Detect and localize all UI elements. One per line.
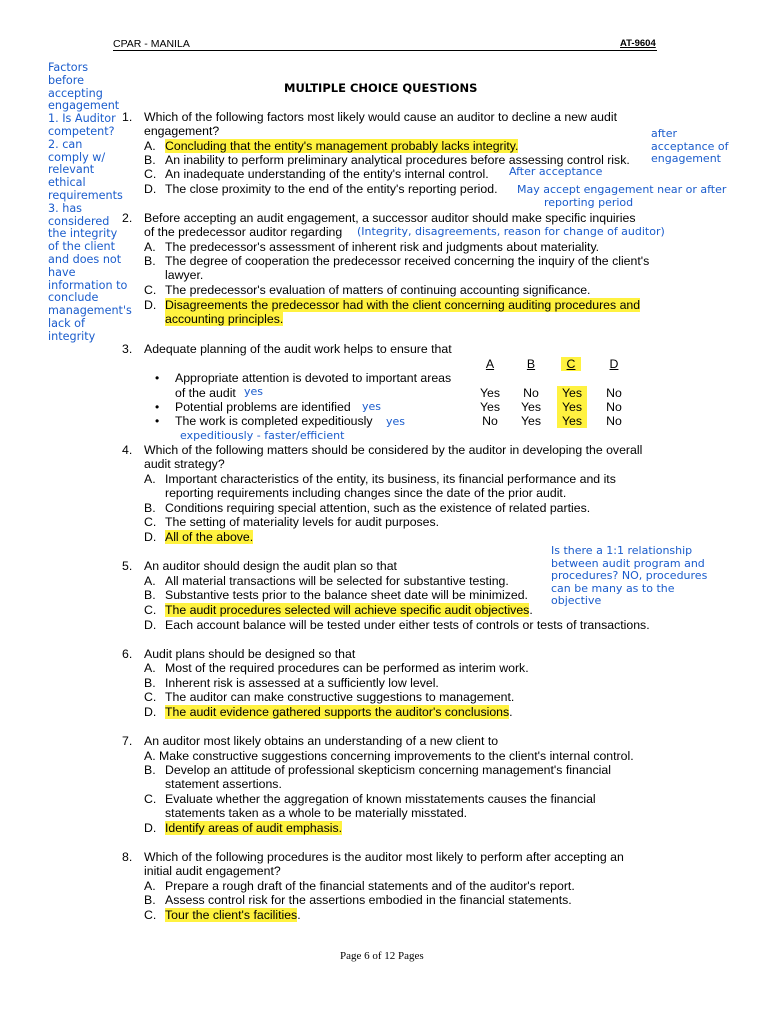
q1-stem-line1: Which of the following factors most likely would cause an auditor to decline a new audit bbox=[144, 110, 617, 124]
q3-col-b: B bbox=[526, 357, 536, 371]
page-footer: Page 6 of 12 Pages bbox=[340, 950, 424, 962]
q2-option-a-label: A. bbox=[144, 240, 156, 254]
note-line: engagement bbox=[651, 152, 721, 166]
q2-option-d-cont bbox=[165, 312, 283, 327]
left-note-line: 2. can bbox=[48, 137, 83, 151]
q4-number: 4. bbox=[122, 443, 133, 457]
page-title: MULTIPLE CHOICE QUESTIONS bbox=[284, 81, 478, 95]
q3-col-a: A bbox=[485, 357, 495, 371]
q7-option-a: Make constructive suggestions concerning improvements to the client's internal control. bbox=[159, 749, 634, 763]
q5-option-a-label: A. bbox=[144, 574, 156, 588]
highlighted-answer: Concluding that the entity's management probably lacks integrity. bbox=[165, 139, 519, 153]
q4-option-c-label: C. bbox=[144, 515, 157, 529]
q6-number: 6. bbox=[122, 647, 133, 661]
highlighted-answer: The audit evidence gathered supports the auditor's conclusions bbox=[165, 705, 510, 719]
q2-option-a: The predecessor's assessment of inherent risk and judgments about materiality. bbox=[165, 240, 600, 254]
q3-bullet1-cont: of the audit bbox=[175, 386, 236, 400]
q5-option-d: Each account balance will be tested under either tests of controls or tests of transactions. bbox=[165, 618, 650, 632]
q3-cell: Yes bbox=[520, 400, 542, 414]
highlighted-answer: The audit procedures selected will achieve specific audit objectives bbox=[165, 603, 530, 617]
q7-option-c: Evaluate whether the aggregation of known misstatements causes the financial bbox=[165, 792, 596, 806]
left-note-line: 1. Is Auditor bbox=[48, 112, 116, 126]
q3-bullet3-text: The work is completed expeditiously bbox=[175, 414, 373, 428]
bullet-icon: • bbox=[155, 414, 160, 428]
left-note-line: before bbox=[48, 73, 85, 87]
left-note-line: and does not bbox=[48, 252, 122, 266]
note-line: Is there a 1:1 relationship bbox=[551, 544, 693, 557]
q5-option-b: Substantive tests prior to the balance sheet date will be minimized. bbox=[165, 588, 528, 602]
left-note-line: information to bbox=[48, 278, 128, 292]
q2-stem-line1: Before accepting an audit engagement, a successor auditor should make specific inquiries bbox=[144, 211, 636, 225]
q4-option-a-cont: reporting requirements including changes since the date of the prior audit. bbox=[165, 486, 567, 500]
q7-option-b: Develop an attitude of professional skepticism concerning management's financial bbox=[165, 763, 611, 777]
q8-option-a-label: A. bbox=[144, 879, 156, 893]
q6-option-b: Inherent risk is assessed at a sufficiently low level. bbox=[165, 676, 439, 690]
q5-number: 5. bbox=[122, 559, 133, 573]
q5-stem: An auditor should design the audit plan so that bbox=[144, 559, 397, 573]
highlighted-answer: accounting principles. bbox=[165, 312, 284, 326]
q3-cell: No bbox=[606, 414, 622, 428]
q7-option-c-label: C. bbox=[144, 792, 157, 806]
q6-option-c: The auditor can make constructive suggestions to management. bbox=[165, 690, 515, 704]
q3-cell-highlighted: Yes bbox=[557, 386, 587, 400]
q2-stem-note: (Integrity, disagreements, reason for change of auditor) bbox=[357, 225, 665, 238]
q3-bullet2-text: Potential problems are identified bbox=[175, 400, 351, 414]
q1-c-note: After acceptance bbox=[509, 165, 603, 178]
q3-cell: No bbox=[523, 386, 539, 400]
q4-option-b-label: B. bbox=[144, 501, 156, 515]
q2-option-b-label: B. bbox=[144, 254, 156, 268]
q3-cell: Yes bbox=[479, 400, 501, 414]
q8-number: 8. bbox=[122, 850, 133, 864]
q4-option-a: Important characteristics of the entity, its business, its financial performance and its bbox=[165, 472, 616, 486]
q4-stem-line1: Which of the following matters should be considered by the auditor in developing the overall bbox=[144, 443, 643, 457]
bullet-icon: • bbox=[155, 400, 160, 414]
q1-option-b-label: B. bbox=[144, 153, 156, 167]
left-note-line: requirements bbox=[48, 188, 123, 202]
q7-option-c-cont: statements taken as a whole to be materially misstated. bbox=[165, 806, 468, 820]
q7-number: 7. bbox=[122, 734, 133, 748]
q5-option-c-label: C. bbox=[144, 603, 157, 617]
q6-option-d-label: D. bbox=[144, 705, 157, 719]
header-rule bbox=[113, 50, 657, 51]
highlighted-answer: Identify areas of audit emphasis. bbox=[165, 821, 343, 835]
q3-col-c: C bbox=[561, 357, 581, 371]
q2-option-c-label: C. bbox=[144, 283, 157, 297]
q4-stem-line2: audit strategy? bbox=[144, 457, 225, 471]
q8-stem-line2: initial audit engagement? bbox=[144, 864, 281, 878]
q4-option-d-label: D. bbox=[144, 530, 157, 544]
q8-option-b-label: B. bbox=[144, 893, 156, 907]
left-note-line: conclude bbox=[48, 291, 99, 305]
left-note-line: lack of bbox=[48, 316, 85, 330]
q1-d-note-line1: May accept engagement near or after bbox=[517, 183, 727, 196]
q7-option-b-cont: statement assertions. bbox=[165, 777, 282, 791]
header-left: CPAR - MANILA bbox=[113, 38, 190, 50]
highlighted-answer: All of the above. bbox=[165, 530, 254, 544]
q4-option-d bbox=[165, 530, 253, 545]
q8-option-a: Prepare a rough draft of the financial statements and of the auditor's report. bbox=[165, 879, 575, 893]
q3-bullet2-note: yes bbox=[362, 400, 382, 413]
left-note-line: relevant bbox=[48, 163, 95, 177]
q3-number: 3. bbox=[122, 342, 133, 356]
q5-option-b-label: B. bbox=[144, 588, 156, 602]
q6-option-a-label: A. bbox=[144, 661, 156, 675]
q3-bullet1-text: Appropriate attention is devoted to important areas bbox=[175, 371, 452, 385]
q4-option-c: The setting of materiality levels for audit purposes. bbox=[165, 515, 440, 529]
left-note-line: considered bbox=[48, 214, 110, 228]
q1-option-c: An inadequate understanding of the entity's internal control. bbox=[165, 167, 489, 181]
q7-option-a-label: A. bbox=[144, 749, 156, 763]
q8-stem-line1: Which of the following procedures is the auditor most likely to perform after accepting an bbox=[144, 850, 624, 864]
q4-option-b: Conditions requiring special attention, such as the existence of related parties. bbox=[165, 501, 591, 515]
left-note-line: Factors bbox=[48, 61, 89, 74]
note-line: procedures? NO, procedures bbox=[551, 569, 708, 583]
q7-stem: An auditor most likely obtains an understanding of a new client to bbox=[144, 734, 499, 748]
q1-stem-line2: engagement? bbox=[144, 124, 220, 138]
note-line: can be many as to the bbox=[551, 581, 675, 595]
q2-stem-line2: of the predecessor auditor regarding bbox=[144, 225, 343, 239]
left-note-line: the integrity bbox=[48, 227, 118, 241]
q5-option-c: The audit procedures selected will achieve specific audit objectives. bbox=[165, 603, 533, 617]
q6-stem: Audit plans should be designed so that bbox=[144, 647, 356, 661]
q1-number: 1. bbox=[122, 110, 133, 124]
q3-cell-highlighted: Yes bbox=[557, 400, 587, 414]
note-line: between audit program and bbox=[551, 556, 705, 570]
header-right: AT-9604 bbox=[620, 38, 656, 49]
q1-d-note-line2: reporting period bbox=[544, 196, 634, 209]
q6-option-a: Most of the required procedures can be performed as interim work. bbox=[165, 661, 529, 675]
left-note-line: of the client bbox=[48, 240, 115, 254]
highlighted-answer: Disagreements the predecessor had with the client concerning auditing procedures and bbox=[165, 298, 641, 312]
left-margin-note bbox=[48, 62, 132, 344]
highlighted-answer: Tour the client's facilities bbox=[165, 908, 298, 922]
left-note-line: accepting bbox=[48, 86, 103, 100]
left-note-line: comply w/ bbox=[48, 150, 106, 164]
q7-option-b-label: B. bbox=[144, 763, 156, 777]
q6-option-c-label: C. bbox=[144, 690, 157, 704]
q3-sub-note: expeditiously - faster/efficient bbox=[180, 429, 345, 442]
q3-cell-highlighted: Yes bbox=[557, 414, 587, 428]
q1-option-a-label: A. bbox=[144, 139, 156, 153]
q3-cell: No bbox=[482, 414, 498, 428]
note-line: after bbox=[651, 127, 678, 140]
q3-col-d: D bbox=[609, 357, 619, 371]
q3-stem: Adequate planning of the audit work helps to ensure that bbox=[144, 342, 452, 356]
q7-option-d bbox=[165, 821, 342, 836]
q3-bullet1-note: yes bbox=[244, 385, 264, 398]
q1-option-d: The close proximity to the end of the entity's reporting period. bbox=[165, 182, 498, 196]
left-note-line: competent? bbox=[48, 124, 115, 138]
bullet-icon: • bbox=[155, 371, 160, 385]
q1-option-d-label: D. bbox=[144, 182, 157, 196]
q2-option-d-label: D. bbox=[144, 298, 157, 312]
q1-option-a bbox=[165, 139, 518, 154]
q2-option-b-cont: lawyer. bbox=[165, 268, 204, 282]
q3-cell: No bbox=[606, 386, 622, 400]
q8-option-c: Tour the client's facilities. bbox=[165, 908, 301, 922]
left-note-line: ethical bbox=[48, 176, 86, 190]
q3-cell: Yes bbox=[520, 414, 542, 428]
q7-option-d-label: D. bbox=[144, 821, 157, 835]
q3-cell: Yes bbox=[479, 386, 501, 400]
q6-option-b-label: B. bbox=[144, 676, 156, 690]
left-note-line: management's bbox=[48, 304, 132, 318]
left-note-line: engagement bbox=[48, 99, 120, 113]
q3-bullet3-note: yes bbox=[386, 415, 406, 428]
q2-option-d bbox=[165, 298, 640, 313]
q4-option-a-label: A. bbox=[144, 472, 156, 486]
q2-option-b: The degree of cooperation the predecessor received concerning the inquiry of the client's bbox=[165, 254, 650, 268]
left-note-line: have bbox=[48, 265, 76, 279]
q6-option-d: The audit evidence gathered supports the auditor's conclusions. bbox=[165, 705, 513, 719]
note-line: acceptance of bbox=[651, 139, 729, 153]
q1-after-acceptance-note bbox=[651, 128, 729, 166]
q8-option-c-label: C. bbox=[144, 908, 157, 922]
q5-note bbox=[551, 545, 707, 608]
left-note-line: integrity bbox=[48, 329, 96, 343]
q3-cell: No bbox=[606, 400, 622, 414]
q5-option-a: All material transactions will be selected for substantive testing. bbox=[165, 574, 509, 588]
note-line: objective bbox=[551, 594, 602, 608]
q2-option-c: The predecessor's evaluation of matters of continuing accounting significance. bbox=[165, 283, 591, 297]
q5-option-d-label: D. bbox=[144, 618, 157, 632]
q1-option-b: An inability to perform preliminary analytical procedures before assessing control risk. bbox=[165, 153, 630, 167]
left-note-line: 3. has bbox=[48, 201, 83, 215]
q1-option-c-label: C. bbox=[144, 167, 157, 181]
q2-number: 2. bbox=[122, 211, 133, 225]
q8-option-b: Assess control risk for the assertions embodied in the financial statements. bbox=[165, 893, 572, 907]
